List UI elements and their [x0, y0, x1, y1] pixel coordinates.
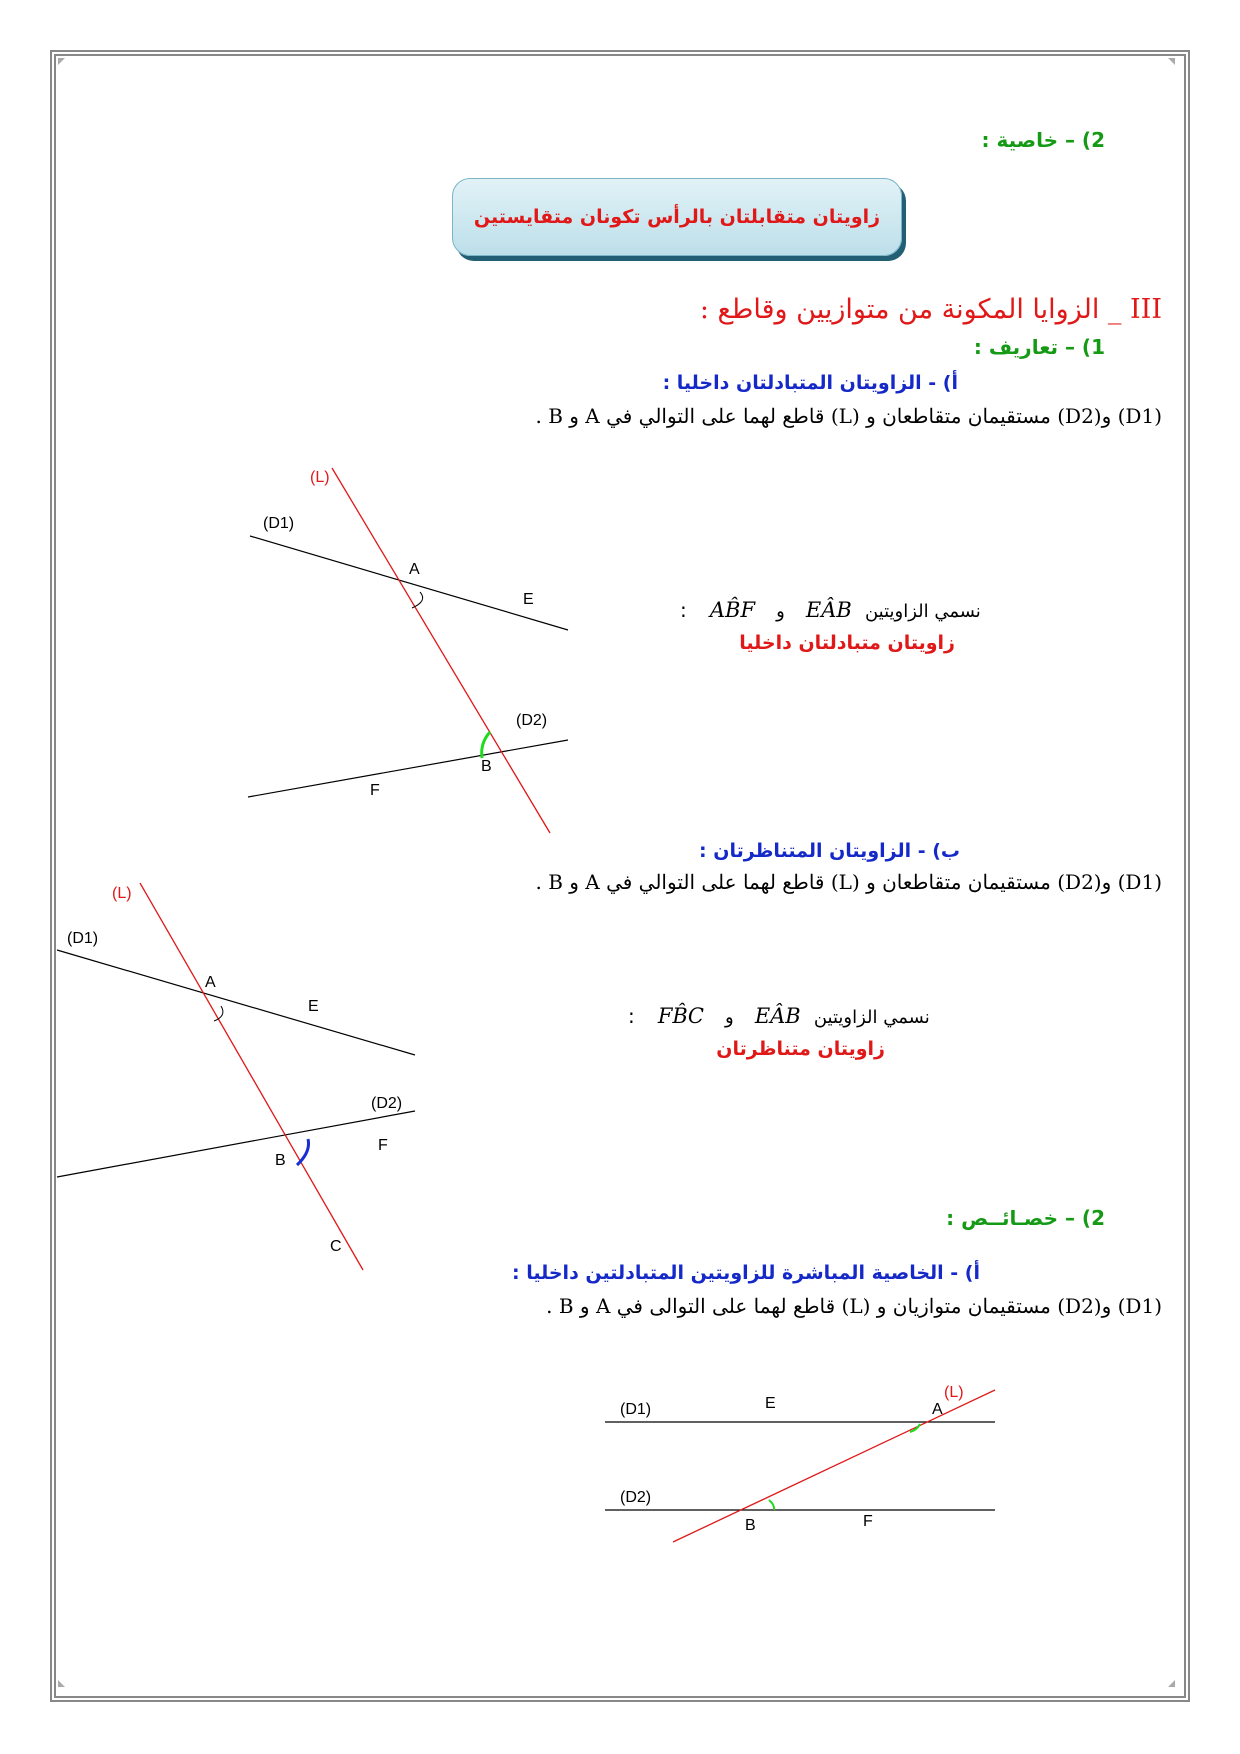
part-c-statement: (D1) و(D2) مستقيمان متوازيان و (L) قاطع لهما على التوالى في A و B .	[546, 1294, 1162, 1318]
part-b-colon: :	[628, 1004, 635, 1028]
line-d1	[57, 950, 415, 1055]
frame-corner-top-left	[58, 58, 65, 65]
label-d1: (D1)	[263, 515, 295, 532]
label-f: F	[378, 1137, 388, 1154]
figure-corresponding	[55, 875, 435, 1275]
part-b-result: زاويتان متناظرتان	[716, 1038, 885, 1060]
line-d2	[57, 1111, 415, 1177]
label-d1: (D1)	[67, 930, 99, 947]
part-a-angle1: EÂB	[805, 598, 852, 622]
part-a-colon: :	[680, 598, 687, 622]
part-b-naming-prefix: نسمي الزاويتين	[813, 1007, 930, 1028]
part-b-naming	[628, 1004, 988, 1028]
part-b-heading: ب) - الزاويتان المتناظرتان :	[699, 840, 960, 862]
part-a-statement: (D1) و(D2) مستقيمان متقاطعان و (L) قاطع لهما على التوالي في A و B .	[535, 404, 1162, 428]
label-f: F	[863, 1513, 873, 1530]
label-d1: (D1)	[620, 1401, 652, 1418]
label-b: B	[745, 1517, 756, 1534]
label-b: B	[481, 758, 492, 775]
label-d2: (D2)	[620, 1489, 652, 1506]
part-a-naming	[680, 598, 1040, 622]
property-box	[452, 178, 902, 256]
part-b-angle1: EÂB	[754, 1004, 801, 1028]
line-d2	[248, 740, 568, 797]
line-l	[140, 883, 363, 1270]
label-e: E	[765, 1395, 776, 1412]
frame-corner-bottom-right	[1168, 1680, 1175, 1687]
section3-title: III _ الزوايا المكونة من متوازيين وقاطع :	[699, 294, 1162, 325]
part-b-conj: و	[725, 1007, 734, 1028]
part-a-angle2: AB̂F	[709, 598, 756, 622]
property-heading: 2) – خاصية :	[981, 128, 1105, 152]
part-b-angle2: FB̂C	[657, 1004, 704, 1028]
label-e: E	[308, 998, 319, 1015]
label-d2: (D2)	[371, 1095, 403, 1112]
label-b: B	[275, 1152, 286, 1169]
label-a: A	[409, 561, 420, 578]
label-a: A	[932, 1401, 943, 1418]
label-l: (L)	[944, 1384, 964, 1401]
line-d1	[250, 536, 568, 630]
figure-parallel-lines	[595, 1370, 1015, 1550]
part-a-naming-prefix: نسمي الزاويتين	[864, 601, 981, 622]
part-b-statement: (D1) و(D2) مستقيمان متقاطعان و (L) قاطع لهما على التوالي في A و B .	[535, 870, 1162, 894]
label-d2: (D2)	[516, 712, 548, 729]
part-a-conj: و	[776, 601, 785, 622]
label-a: A	[205, 974, 216, 991]
properties-heading: 2) – خصـائــص :	[946, 1206, 1105, 1230]
part-c-heading: أ) - الخاصية المباشرة للزاويتين المتبادلتين داخليا :	[512, 1262, 980, 1284]
angle-arc-b-green	[769, 1500, 774, 1510]
angle-arc-b-blue	[297, 1139, 309, 1165]
figure-alternate-interior	[230, 460, 580, 840]
line-l	[332, 468, 550, 833]
line-l	[673, 1390, 995, 1542]
label-c: C	[330, 1238, 342, 1255]
property-box-text: زاويتان متقابلتان بالرأس تكونان متقايستين	[473, 206, 881, 228]
label-l: (L)	[310, 469, 330, 486]
label-e: E	[523, 591, 534, 608]
label-l: (L)	[112, 885, 132, 902]
frame-corner-bottom-left	[58, 1680, 65, 1687]
definitions-heading: 1) – تعاريف :	[973, 335, 1105, 359]
label-f: F	[370, 782, 380, 799]
part-a-heading: أ) - الزاويتان المتبادلتان داخليا :	[662, 372, 958, 394]
part-a-result: زاويتان متبادلتان داخليا	[739, 632, 955, 654]
frame-corner-top-right	[1168, 58, 1175, 65]
